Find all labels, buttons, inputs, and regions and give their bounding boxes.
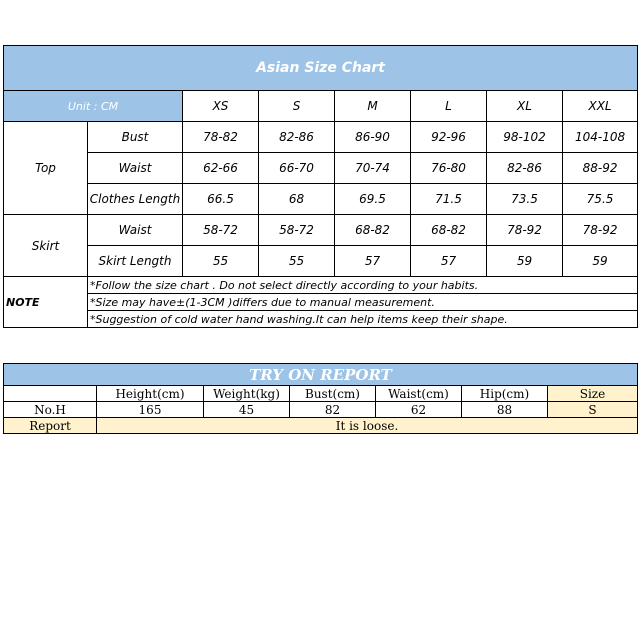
measure-label: Waist — [88, 215, 183, 246]
table-cell: 68-82 — [335, 215, 411, 246]
size-header: L — [411, 91, 487, 122]
measure-label: Bust — [88, 122, 183, 153]
table-cell: 45 — [204, 402, 290, 418]
size-chart-table — [3, 45, 638, 328]
note-text: *Size may have±(1-3CM )differs due to manual measurement. — [88, 294, 638, 311]
note-text: *Suggestion of cold water hand washing.It can help items keep their shape. — [88, 311, 638, 328]
size-chart-title: Asian Size Chart — [4, 46, 638, 91]
table-cell: 66-70 — [259, 153, 335, 184]
table-cell: 78-92 — [563, 215, 638, 246]
table-cell: 59 — [487, 246, 563, 277]
size-header: M — [335, 91, 411, 122]
table-cell: 78-92 — [487, 215, 563, 246]
table-cell: 76-80 — [411, 153, 487, 184]
try-on-report-table — [3, 363, 638, 434]
column-header: Weight(kg) — [204, 386, 290, 402]
table-cell: 55 — [259, 246, 335, 277]
table-cell: 92-96 — [411, 122, 487, 153]
table-cell: 88-92 — [563, 153, 638, 184]
report-title: TRY ON REPORT — [4, 364, 638, 386]
table-cell: 71.5 — [411, 184, 487, 215]
table-cell: 82-86 — [259, 122, 335, 153]
note-label: NOTE — [4, 277, 88, 328]
size-header: XL — [487, 91, 563, 122]
report-label: Report — [4, 418, 97, 434]
table-cell: 82-86 — [487, 153, 563, 184]
measure-label: Skirt Length — [88, 246, 183, 277]
column-header: Waist(cm) — [376, 386, 462, 402]
table-cell: 58-72 — [259, 215, 335, 246]
table-cell: 69.5 — [335, 184, 411, 215]
table-cell: 104-108 — [563, 122, 638, 153]
report-text: It is loose. — [97, 418, 638, 434]
table-cell: 98-102 — [487, 122, 563, 153]
table-cell: 86-90 — [335, 122, 411, 153]
table-cell: 88 — [462, 402, 548, 418]
table-cell: 68-82 — [411, 215, 487, 246]
measure-label: Waist — [88, 153, 183, 184]
table-cell: 62-66 — [183, 153, 259, 184]
column-header: Height(cm) — [97, 386, 204, 402]
group-label-top: Top — [4, 122, 88, 215]
table-cell: 55 — [183, 246, 259, 277]
unit-label: Unit : CM — [4, 91, 183, 122]
table-cell: 62 — [376, 402, 462, 418]
table-cell: 59 — [563, 246, 638, 277]
size-header: S — [259, 91, 335, 122]
table-cell: 75.5 — [563, 184, 638, 215]
table-cell: 58-72 — [183, 215, 259, 246]
table-cell: 73.5 — [487, 184, 563, 215]
table-cell: 57 — [335, 246, 411, 277]
size-header: XS — [183, 91, 259, 122]
table-cell: 68 — [259, 184, 335, 215]
column-header: Bust(cm) — [290, 386, 376, 402]
model-name: No.H — [4, 402, 97, 418]
table-cell: 165 — [97, 402, 204, 418]
empty-cell — [4, 386, 97, 402]
table-cell: 70-74 — [335, 153, 411, 184]
table-cell: 57 — [411, 246, 487, 277]
size-value: S — [548, 402, 638, 418]
table-cell: 66.5 — [183, 184, 259, 215]
note-text: *Follow the size chart . Do not select directly according to your habits. — [88, 277, 638, 294]
table-cell: 82 — [290, 402, 376, 418]
size-header: XXL — [563, 91, 638, 122]
measure-label: Clothes Length — [88, 184, 183, 215]
group-label-skirt: Skirt — [4, 215, 88, 277]
column-header-size: Size — [548, 386, 638, 402]
table-cell: 78-82 — [183, 122, 259, 153]
column-header: Hip(cm) — [462, 386, 548, 402]
